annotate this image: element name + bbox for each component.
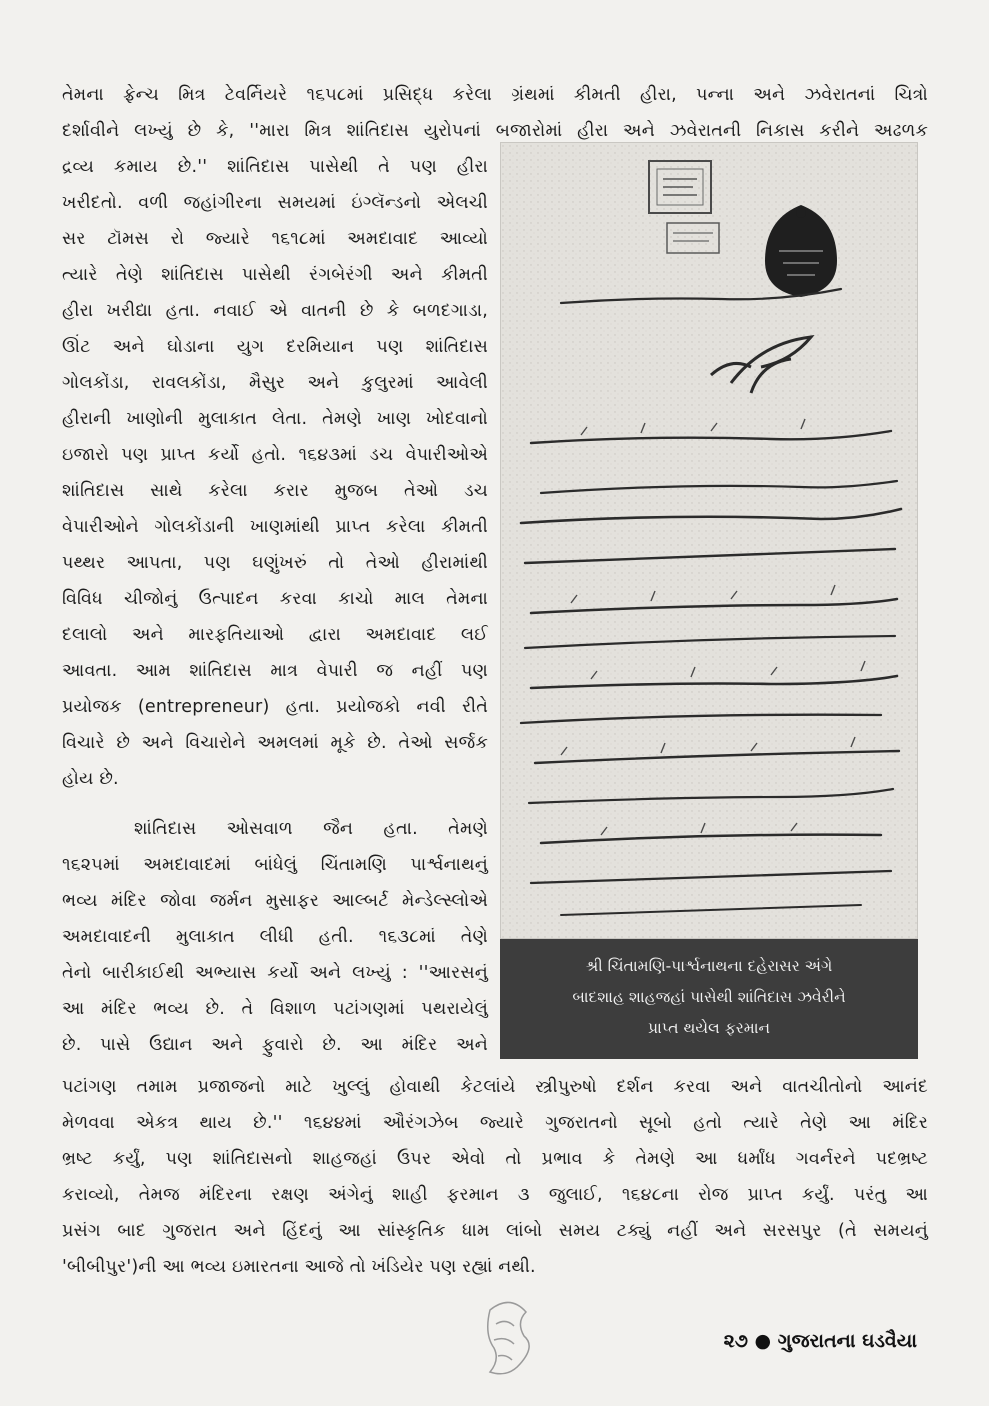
page-footer: [724, 1330, 917, 1352]
body-text-line: કરાવ્યો, તેમજ મંદિરના રક્ષણ અંગેનું શાહી ફરમાન ૩ જુલાઈ, ૧૬૪૮ના રોજ પ્રાપ્ત કર્યું. પરંતુ આ: [62, 1185, 928, 1205]
caption-line: પ્રાપ્ત થયેલ ફરમાન: [647, 1019, 771, 1037]
caption-line: બાદશાહ શાહજહાં પાસેથી શાંતિદાસ ઝવેરીને: [572, 988, 846, 1006]
body-text-line: ગોલકોંડા, રાવલકોંડા, મૈસુર અને કુલુરમાં આવેલી: [62, 373, 488, 393]
body-text-line: વેપારીઓને ગોલકોંડાની ખાણમાંથી પ્રાપ્ત કરેલા કીમતી: [62, 517, 488, 537]
body-text-line: ભ્રષ્ટ કર્યું, પણ શાંતિદાસનો શાહજહાં ઉપર એવો તો પ્રભાવ કે તેમણે આ ધર્માંધ ગવર્નરને પદભ્રષ્ટ: [62, 1149, 928, 1169]
body-text-line: તેમના ફ્રેન્ચ મિત્ર ટેવર્નિયરે ૧૬૫૮માં પ્રસિદ્ધ કરેલા ગ્રંથમાં કીમતી હીરા, પન્ના અને ઝવેરાતનાં ચિત્રો: [62, 85, 928, 105]
paragraph-start-line: શાંતિદાસ ઓસવાળ જૈન હતા. તેમણે: [134, 819, 488, 839]
figure-caption: [500, 939, 918, 1059]
farman-photo: [500, 142, 918, 939]
body-text-line: હીરા ખરીદ્યા હતા. નવાઈ એ વાતની છે કે બળદગાડા,: [62, 301, 488, 321]
body-text-line: શાંતિદાસ સાથે કરેલા કરાર મુજબ તેઓ ડચ: [62, 481, 488, 501]
bullet-icon: ●: [754, 1330, 778, 1352]
book-title: ગુજરાતના ઘડવૈયા: [777, 1330, 917, 1352]
body-text-line: ૧૬૨૫માં અમદાવાદમાં બાંધેલું ચિંતામણિ પાર્શ્વનાથનું: [62, 855, 488, 875]
body-text-line: તેનો બારીકાઈથી અભ્યાસ કર્યો અને લખ્યું : ''આરસનું: [62, 963, 488, 983]
body-text-line: આવતા. આમ શાંતિદાસ માત્ર વેપારી જ નહીં પણ: [62, 661, 488, 681]
body-text-line: પ્રયોજક (entrepreneur) હતા. પ્રયોજકો નવી રીતે: [62, 697, 488, 717]
body-text-line: અમદાવાદની મુલાકાત લીધી હતી. ૧૬૩૮માં તેણે: [62, 927, 488, 947]
body-text-line: વિચારે છે અને વિચારોને અમલમાં મૂકે છે. તેઓ સર્જક: [62, 733, 488, 753]
page-number: ૨૭: [723, 1330, 748, 1352]
body-text-line: હીરાની ખાણોની મુલાકાત લેતા. તેમણે ખાણ ખોદવાનો: [62, 409, 488, 429]
body-text-line: મેળવવા એકત્ર થાય છે.'' ૧૬૪૪માં ઔરંગઝેબ જ્યારે ગુજરાતનો સૂબો હતો ત્યારે તેણે આ મંદિર: [62, 1113, 928, 1133]
body-text-line: પથ્થર આપતા, પણ ઘણુંખરું તો તેઓ હીરામાંથી: [62, 553, 488, 573]
decorative-ornament-icon: [470, 1290, 540, 1390]
body-text-line: છે. પાસે ઉદ્યાન અને ફુવારો છે. આ મંદિર અને: [62, 1035, 488, 1055]
body-text-line: હોય છે.: [62, 769, 119, 789]
body-text-line: 'બીબીપુર')ની આ ભવ્ય ઇમારતના આજે તો ખંડિયેર પણ રહ્યાં નથી.: [62, 1257, 536, 1277]
manuscript-image: [501, 143, 918, 939]
body-text-line: ત્યારે તેણે શાંતિદાસ પાસેથી રંગબેરંગી અને કીમતી: [62, 265, 488, 285]
caption-line: શ્રી ચિંતામણિ-પાર્શ્વનાથના દહેરાસર અંગે: [585, 957, 833, 975]
body-text-line: આ મંદિર ભવ્ય છે. તે વિશાળ પટાંગણમાં પથરાયેલું: [62, 999, 488, 1019]
body-text-line: દર્શાવીને લખ્યું છે કે, ''મારા મિત્ર શાંતિદાસ યુરોપનાં બજારોમાં હીરા અને ઝવેરાતની નિકાસ કરીને અઢળક: [62, 121, 928, 141]
body-text-line: વિવિધ ચીજોનું ઉત્પાદન કરવા કાચો માલ તેમના: [62, 589, 488, 609]
body-text-line: સર ટૉમસ રો જ્યારે ૧૬૧૮માં અમદાવાદ આવ્યો: [62, 229, 488, 249]
body-text-line: દ્રવ્ય કમાય છે.'' શાંતિદાસ પાસેથી તે પણ હીરા: [62, 157, 488, 177]
body-text-line: ઊંટ અને ઘોડાના યુગ દરમિયાન પણ શાંતિદાસ: [62, 337, 488, 357]
body-text-line: પ્રસંગ બાદ ગુજરાત અને હિંદનું આ સાંસ્કૃતિક ધામ લાંબો સમય ટક્યું નહીં અને સરસપુર (તે સમયનું: [62, 1221, 928, 1241]
farman-figure: [500, 142, 918, 1062]
body-text-line: ખરીદતો. વળી જહાંગીરના સમયમાં ઇંગ્લૅન્ડનો એલચી: [62, 193, 488, 213]
body-text-line: ઇજારો પણ પ્રાપ્ત કર્યો હતો. ૧૬૪૩માં ડચ વેપારીઓએ: [62, 445, 488, 465]
body-text-line: ભવ્ય મંદિર જોવા જર્મન મુસાફર આલ્બર્ટ મેન્ડેલ્સ્લોએ: [62, 891, 488, 911]
body-text-line: પટાંગણ તમામ પ્રજાજનો માટે ખુલ્લું હોવાથી કેટલાંયે સ્ત્રીપુરુષો દર્શન કરવા અને વાતચીતોનો આનંદ: [62, 1077, 928, 1097]
body-text-line: દલાલો અને મારફતિયાઓ દ્વારા અમદાવાદ લઈ: [62, 625, 488, 645]
